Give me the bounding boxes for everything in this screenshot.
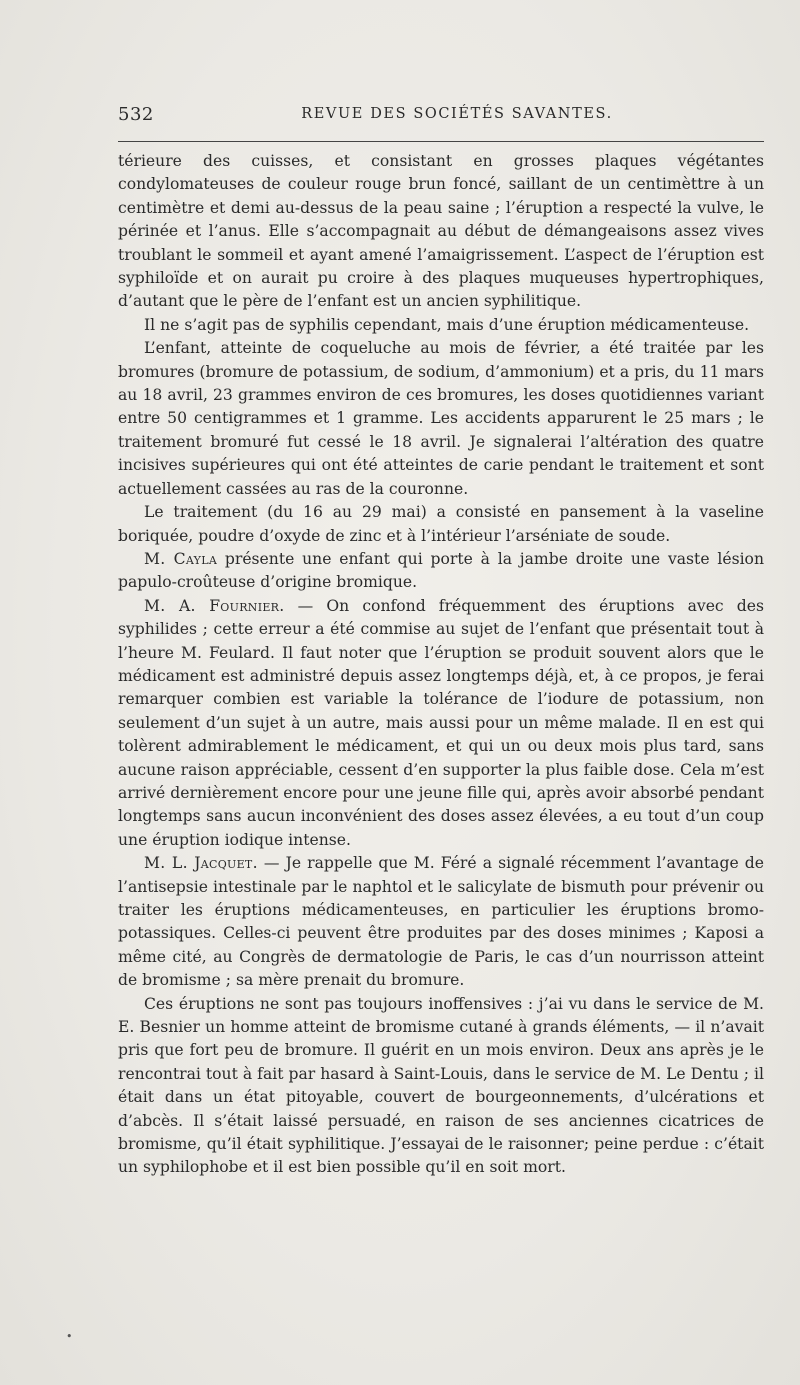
paragraph: térieure des cuisses, et consistant en grosses plaques végétantes condylomateuses de couleur rouge brun foncé, saillant de un centimèttre à un centimètre et demi au-dessus de la peau saine ; l’éruption a respecté la vulve, le périnée et l’anus. Elle s’accompagnait au début de démangeaisons assez vives troublant le sommeil et ayant amené l’amaigrissement. L’aspect de l’éruption est syphiloïde et on aurait pu croire à des plaques muqueuses hypertrophiques, d’autant que le père de l’enfant est un ancien syphilitique. <box>118 152 764 311</box>
margin-mark: • <box>66 1330 73 1343</box>
paragraph <box>118 548 764 595</box>
running-title: REVUE DES SOCIÉTÉS SAVANTES. <box>301 106 613 122</box>
paragraph: Il ne s’agit pas de syphilis cependant, mais d’une éruption médicamenteuse. <box>144 315 750 334</box>
speaker-name: M. Cayla <box>144 549 218 568</box>
paragraph <box>118 595 764 852</box>
paragraph: L’enfant, atteinte de coqueluche au mois de février, a été traitée par les bromures (bromure de potassium, de sodium, d’ammonium) et a pris, du 11 mars au 18 avril, 23 grammes environ de ces bromures, les doses quotidiennes variant entre 50 centigrammes et 1 gramme. Les accidents apparurent le 25 mars ; le traitement bromuré fut cessé le 18 avril. Je signalerai l’altération des quatre incisives supérieures qui ont été atteintes de carie pendant le traitement et sont actuellement cassées au ras de la couronne. <box>118 339 764 498</box>
paragraph-text: — On confond fréquemment des éruptions avec des syphilides ; cette erreur a été commise au sujet de l’enfant que présentait tout à l’heure M. Feulard. Il faut noter que l’éruption se produit souvent alors que le médicament est administré depuis assez longtemps déjà, et, à ce propos, je ferai remarquer combien est variable la tolérance de l’iodure de potassium, non seulement d’un sujet à un autre, mais aussi pour un même malade. Il en est qui tolèrent admirablement le médicament, et qui un ou deux mois plus tard, sans aucune raison appréciable, cessent d’en supporter la plus faible dose. Cela m’est arrivé dernièrement encore pour une jeune fille qui, après avoir absorbé pendant longtemps sans aucun inconvénient des doses assez élevées, a eu tout d’un coup une éruption iodique intense. <box>118 596 765 849</box>
speaker-name: M. L. Jacquet. <box>144 854 258 873</box>
page-header <box>118 104 766 128</box>
page-number: 532 <box>118 104 154 125</box>
paragraph <box>118 852 764 992</box>
paragraph-text: — Je rappelle que M. Féré a signalé récemment l’avantage de l’antisepsie intestinale par le naphtol et le salicylate de bismuth pour prévenir ou traiter les éruptions médicamenteuses, en particulier les éruptions bromo-potassiques. Celles-ci peuvent être produites par des doses minimes ; Kaposi a même cité, au Congrès de dermatologie de Paris, le cas d’un nourrisson atteint de bromisme ; sa mère prenait du bromure. <box>118 854 764 990</box>
speaker-name: M. A. Fournier. <box>144 596 285 615</box>
paragraph: Le traitement (du 16 au 29 mai) a consisté en pansement à la vaseline boriquée, poudre d’oxyde de zinc et à l’intérieur l’arséniate de soude. <box>118 503 764 545</box>
body-text <box>118 150 764 1180</box>
paragraph: Ces éruptions ne sont pas toujours inoffensives : j’ai vu dans le service de M. E. Besnier un homme atteint de bromisme cutané à grands éléments, — il n’avait pris que fort peu de bromure. Il guérit en un mois environ. Deux ans après je le rencontrai tout à fait par hasard à Saint-Louis, dans le service de M. Le Dentu ; il était dans un état pitoyable, couvert de bourgeonnements, d’ulcérations et d’abcès. Il s’était laissé persuadé, en raison de ses anciennes cicatrices de bromisme, qu’il était syphilitique. J’essayai de le raisonner; peine perdue : c’était un syphilophobe et il est bien possible qu’il en soit mort. <box>118 994 764 1177</box>
header-rule <box>118 141 764 142</box>
paragraph-text: présente une enfant qui porte à la jambe droite une vaste lésion papulo-croûteuse d’origine bromique. <box>118 549 764 592</box>
